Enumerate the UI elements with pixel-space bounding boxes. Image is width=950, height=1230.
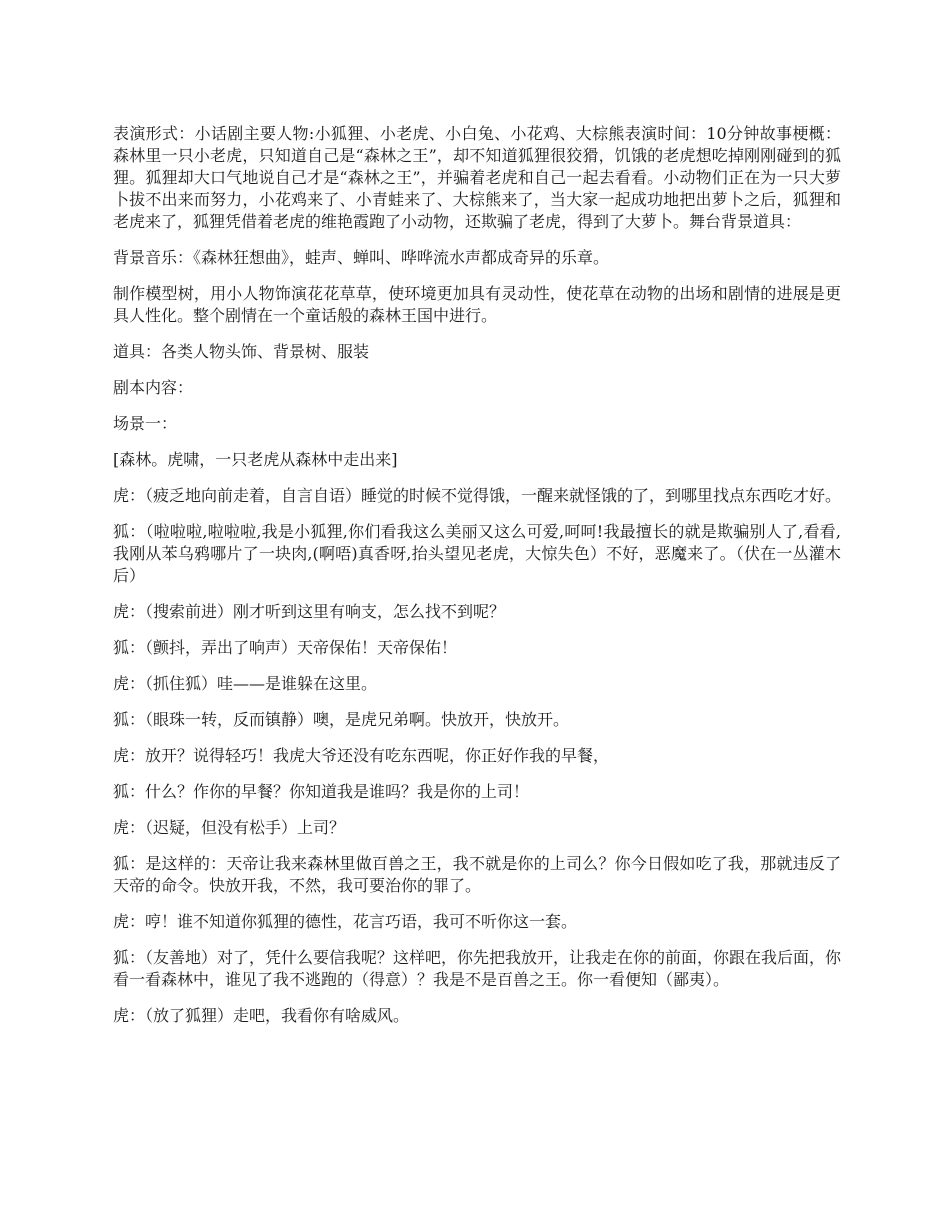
dialogue-line: 狐：什么？作你的早餐？你知道我是谁吗？我是你的上司！ [113,782,530,801]
paragraph-set: 制作模型树，用小人物饰演花花草草，使环境更加具有灵动性，使花草在动物的出场和剧情的进展是更具人性化。整个剧情在一个童话般的森林王国中进行。 [113,284,841,325]
dialogue-line: 虎：（搜索前进）刚才听到这里有响支，怎么找不到呢？ [113,602,506,621]
dialogue-line: 狐：（友善地）对了，凭什么要信我呢？这样吧，你先把我放开，让我走在你的前面，你跟在我后面，你看一看森林中，谁见了我不逃跑的（得意）？我是不是百兽之王。你一看便知（鄙夷）。 [113,948,842,989]
paragraph-stage-direction: [森林。虎啸，一只老虎从森林中走出来] [113,450,398,469]
dialogue-line: 虎：放开？说得轻巧！我虎大爷还没有吃东西呢，你正好作我的早餐， [113,746,610,765]
dialogue-line: 虎：（抓住狐）哇——是谁躲在这里。 [113,674,378,693]
dialogue-line: 狐：（眼珠一转，反而镇静）噢，是虎兄弟啊。快放开，快放开。 [113,710,570,729]
dialogue-line: 狐：（啦啦啦,啦啦啦,我是小狐狸,你们看我这么美丽又这么可爱,呵呵!我最擅长的就是欺骗别人了,看看,我刚从苯乌鸦哪片了一块肉,(啊唔)真香呀,抬头望见老虎，大惊失色）不好，恶魔来了。（伏在一丛灌木后） [113,522,841,585]
document-page [113,123,841,1041]
paragraph-music: 背景音乐：《森林狂想曲》，蛙声、蝉叫、哗哗流水声都成奇异的乐章。 [113,248,610,267]
dialogue-line: 虎：（放了狐狸）走吧，我看你有啥威风。 [113,1006,410,1025]
paragraph-scene-heading: 场景一： [113,414,178,433]
dialogue-line: 虎：（迟疑，但没有松手）上司？ [113,818,346,837]
paragraph-props: 道具：各类人物头饰、背景树、服装 [113,342,370,361]
paragraph-intro: 表演形式：小话剧主要人物:小狐狸、小老虎、小白兔、小花鸡、大棕熊表演时间：10分钟故事梗概：森林里一只小老虎，只知道自己是“森林之王”，却不知道狐狸很狡猾，饥饿的老虎想吃掉刚刚碰到的狐狸。狐狸却大口气地说自己才是“森林之王”，并骗着老虎和自己一起去看看。小动物们正在为一只大萝卜拔不出来而努力，小花鸡来了、小青蛙来了、大棕熊来了，当大家一起成功地把出萝卜之后，狐狸和老虎来了，狐狸凭借着老虎的维艳霞跑了小动物，还欺骗了老虎，得到了大萝卜。舞台背景道具： [113,124,841,231]
dialogue-line: 虎：哼！谁不知道你狐狸的德性，花言巧语，我可不听你这一套。 [113,912,578,931]
paragraph-script-heading: 剧本内容： [113,378,194,397]
dialogue-line: 狐：（颤抖，弄出了响声）天帝保佑！天帝保佑！ [113,638,458,657]
dialogue-line: 狐：是这样的：天帝让我来森林里做百兽之王，我不就是你的上司么？你今日假如吃了我，那就违反了天帝的命令。快放开我，不然，我可要治你的罪了。 [113,854,841,895]
dialogue-line: 虎：（疲乏地向前走着，自言自语）睡觉的时候不觉得饿，一醒来就怪饿的了，到哪里找点东西吃才好。 [113,486,842,505]
